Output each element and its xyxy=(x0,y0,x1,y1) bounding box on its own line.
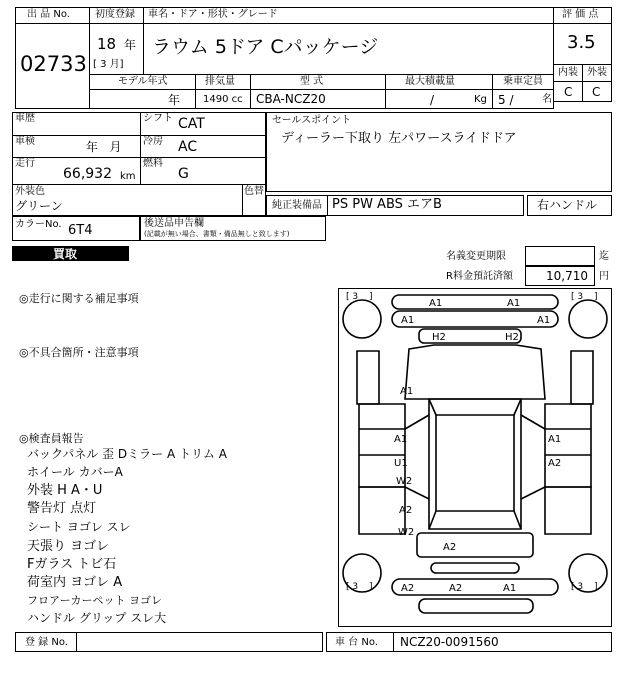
svg-text:A2: A2 xyxy=(399,505,413,516)
report-line-8: 荷室内 ヨゴレ A xyxy=(27,575,123,590)
svg-text:A2: A2 xyxy=(548,458,562,469)
svg-text:A1: A1 xyxy=(503,583,517,594)
chassis-label: 車 台 No. xyxy=(335,637,378,648)
svg-text:A1: A1 xyxy=(400,386,414,397)
lot-number: 02733 xyxy=(20,52,87,76)
ac-label: 冷房 xyxy=(143,136,163,147)
svg-text:A1: A1 xyxy=(429,298,443,309)
tire-front-left xyxy=(343,300,381,338)
driving-notes-label: ◎走行に関する補足事項 xyxy=(19,292,139,305)
svg-text:A1: A1 xyxy=(401,315,415,326)
shaken-value: 年 月 xyxy=(86,140,122,154)
shift-label: シフト xyxy=(143,113,173,124)
name-change-label: 名義変更期限 xyxy=(446,251,506,262)
recycle-label: R料金預託済額 xyxy=(446,271,513,282)
report-line-4: 警告灯 点灯 xyxy=(27,501,97,516)
report-line-1: バックパネル 歪 Dミラー A トリム A xyxy=(27,447,228,461)
svg-text:W2: W2 xyxy=(396,476,413,487)
fuel-label: 燃料 xyxy=(143,158,163,169)
reg-label: 初度登録 xyxy=(95,9,135,20)
tire-front-right xyxy=(569,300,607,338)
defect-notes-label: ◎不具合箇所・注意事項 xyxy=(19,346,139,359)
report-line-5: シート ヨゴレ スレ xyxy=(27,520,131,534)
report-line-9: フロアーカーペット ヨゴレ xyxy=(27,594,162,607)
displacement-label: 排気量 xyxy=(205,76,235,87)
lot-label: 出 品 No. xyxy=(27,9,70,20)
color-change-label: 色替 xyxy=(244,186,264,197)
reg-month: [ 3 月] xyxy=(93,59,124,70)
color-no-label: カラーNo. xyxy=(15,219,62,230)
status-badge-text: 買取 xyxy=(53,247,78,261)
car-diagram-drawing xyxy=(339,289,611,626)
mileage-unit: km xyxy=(120,171,136,182)
inspector-report-label: ◎検査員報告 xyxy=(19,432,84,445)
sales-point-value: ディーラー下取り 左パワースライドドア xyxy=(281,131,517,146)
svg-text:A1: A1 xyxy=(507,298,521,309)
svg-text:A2: A2 xyxy=(443,542,457,553)
report-line-2: ホイール カバーA xyxy=(27,465,123,479)
type-value: CBA-NCZ20 xyxy=(256,92,326,106)
report-line-10: ハンドル グリップ スレ大 xyxy=(27,611,167,625)
capacity-value: 5 / xyxy=(498,93,514,107)
color-label: 外装色 xyxy=(15,186,45,197)
car-diagram xyxy=(338,288,612,627)
history-label: 車歴 xyxy=(15,113,35,124)
report-line-3: 外装 H A・U xyxy=(27,483,103,498)
model-name: ラウム 5ドア Cパッケージ xyxy=(152,36,379,58)
model-year-label: モデル年式 xyxy=(118,76,168,87)
reg-no-label: 登 録 No. xyxy=(25,637,68,648)
svg-text:A1: A1 xyxy=(548,434,562,445)
type-label: 型 式 xyxy=(300,76,324,87)
svg-text:[ 3: [ 3 xyxy=(346,292,359,302)
svg-text:A1: A1 xyxy=(394,434,408,445)
capacity-unit: 名 xyxy=(542,94,552,105)
score-label: 評 価 点 xyxy=(562,9,599,20)
svg-text:]: ] xyxy=(369,582,373,592)
exterior-label: 外装 xyxy=(587,67,607,78)
svg-text:W2: W2 xyxy=(398,527,415,538)
max-load-label: 最大積載量 xyxy=(405,76,455,87)
recycle-value: 10,710 xyxy=(546,269,588,283)
svg-text:H2: H2 xyxy=(432,332,446,343)
svg-text:]: ] xyxy=(369,292,373,302)
fuel-value: G xyxy=(178,166,189,182)
interior-label: 内装 xyxy=(558,67,578,78)
reg-year: 18 xyxy=(97,35,117,53)
svg-text:A2: A2 xyxy=(449,583,463,594)
max-load-value: / xyxy=(430,93,435,107)
ac-value: AC xyxy=(178,139,198,155)
name-change-unit: 迄 xyxy=(599,251,609,262)
svg-text:A1: A1 xyxy=(537,315,551,326)
exterior-score: C xyxy=(592,85,601,99)
capacity-label: 乗車定員 xyxy=(503,76,543,87)
interior-score: C xyxy=(564,85,573,99)
after-label: 後送品申告欄 xyxy=(144,218,204,229)
svg-text:H2: H2 xyxy=(505,332,519,343)
equipment-value: PS PW ABS エアB xyxy=(332,197,442,212)
svg-text:[ 3: [ 3 xyxy=(346,582,359,592)
recycle-unit: 円 xyxy=(599,271,609,282)
displacement-value: 1490 cc xyxy=(203,94,243,105)
reg-year-unit: 年 xyxy=(124,38,137,52)
chassis-value: NCZ20-0091560 xyxy=(400,635,499,649)
mileage-label: 走行 xyxy=(15,158,35,169)
max-load-unit: Kg xyxy=(474,94,487,105)
color-no-value: 6T4 xyxy=(68,223,93,238)
sales-point-label: セールスポイント xyxy=(272,115,352,126)
model-year-unit: 年 xyxy=(168,93,181,107)
shaken-label: 車検 xyxy=(15,136,35,147)
model-label: 車名・ドア・形状・グレード xyxy=(148,9,278,20)
color-value: グリーン xyxy=(15,199,63,213)
equipment-label: 純正装備品 xyxy=(272,200,322,211)
svg-text:]: ] xyxy=(594,582,598,592)
svg-text:[ 3: [ 3 xyxy=(571,582,584,592)
svg-text:[ 3: [ 3 xyxy=(571,292,584,302)
report-line-7: Fガラス トビ石 xyxy=(27,557,117,572)
score-value: 3.5 xyxy=(567,32,596,53)
mileage-value: 66,932 xyxy=(63,166,112,182)
after-note: (記載が無い場合、書類・備品無しと致します) xyxy=(144,230,290,238)
svg-text:A2: A2 xyxy=(401,583,415,594)
report-line-6: 天張り ヨゴレ xyxy=(27,539,110,554)
svg-text:]: ] xyxy=(594,292,598,302)
shift-value: CAT xyxy=(178,116,205,132)
svg-text:U1: U1 xyxy=(394,458,408,469)
name-change-box xyxy=(525,246,595,266)
handle-value: 右ハンドル xyxy=(537,198,598,212)
